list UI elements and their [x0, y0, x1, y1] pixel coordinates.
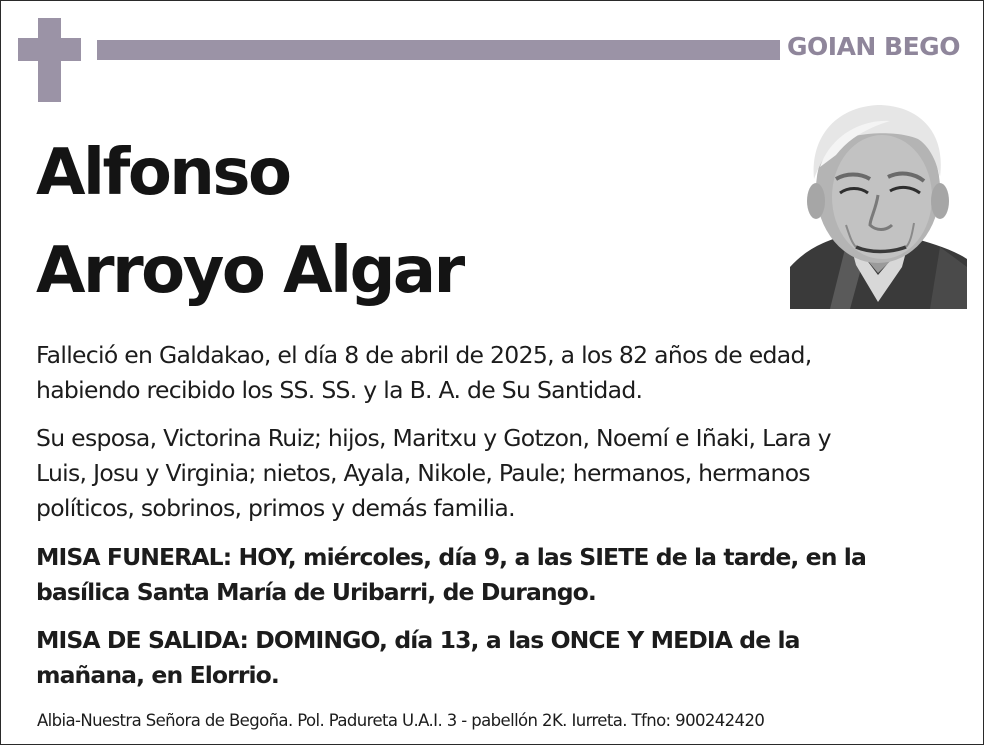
brand-name: GOIAN BEGO — [787, 32, 960, 61]
death-notice-paragraph — [36, 338, 936, 408]
departure-mass-paragraph — [36, 623, 936, 693]
funeral-mass-line: MISA FUNERAL: HOY, miércoles, día 9, a las SIETE de la tarde, en la — [36, 543, 866, 571]
death-notice-line: Falleció en Galdakao, el día 8 de abril de 2025, a los 82 años de edad, — [36, 341, 812, 369]
funeral-mass-line: basílica Santa María de Uribarri, de Durango. — [36, 578, 596, 606]
funeral-mass-paragraph — [36, 540, 936, 610]
death-notice-line: habiendo recibido los SS. SS. y la B. A. de Su Santidad. — [36, 376, 643, 404]
family-line: Luis, Josu y Virginia; nietos, Ayala, Nikole, Paule; hermanos, hermanos — [36, 459, 810, 487]
funeral-home-footer: Albia-Nuestra Señora de Begoña. Pol. Padureta U.A.I. 3 - pabellón 2K. Iurreta. Tfno: 900242420 — [37, 711, 765, 730]
deceased-first-name: Alfonso — [36, 136, 290, 210]
departure-mass-line: mañana, en Elorrio. — [36, 661, 279, 689]
family-line: políticos, sobrinos, primos y demás familia. — [36, 494, 515, 522]
departure-mass-line: MISA DE SALIDA: DOMINGO, día 13, a las ONCE Y MEDIA de la — [36, 626, 800, 654]
portrait-photo — [790, 97, 967, 309]
cross-horizontal-bar — [18, 38, 81, 61]
deceased-surnames: Arroyo Algar — [36, 234, 463, 308]
family-paragraph — [36, 421, 936, 526]
header-rule — [97, 40, 780, 60]
family-line: Su esposa, Victorina Ruiz; hijos, Maritxu y Gotzon, Noemí e Iñaki, Lara y — [36, 424, 831, 452]
